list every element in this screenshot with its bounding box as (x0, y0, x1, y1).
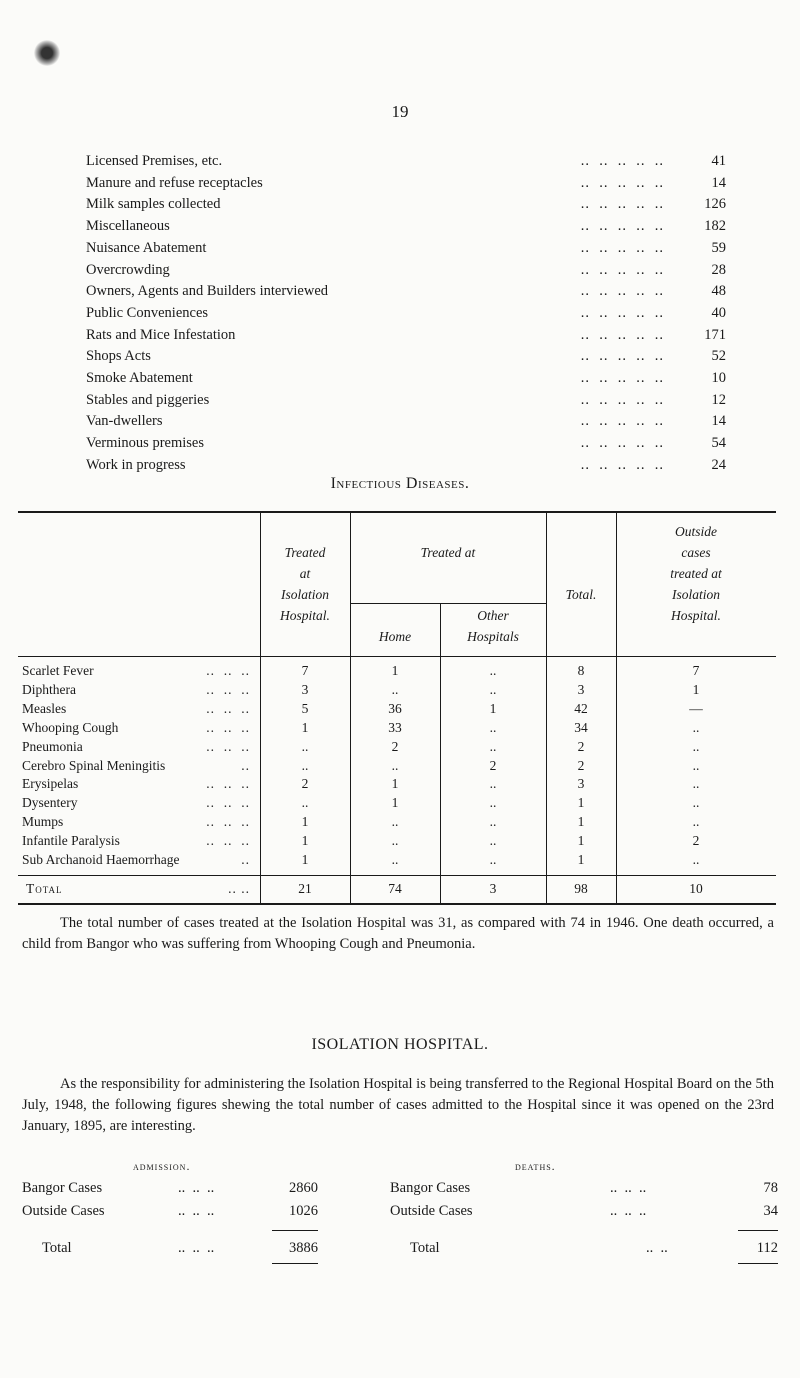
deaths-outside-label: Outside Cases (390, 1203, 473, 1219)
deaths-total-rule (738, 1230, 778, 1231)
cell-isolation: 1 (301, 833, 309, 849)
header-text: Outside (675, 524, 717, 539)
admission-total-rule (272, 1230, 318, 1231)
cell-total: 2 (577, 738, 585, 754)
page-number: 19 (391, 102, 409, 121)
admission-heading: admission. (133, 1159, 191, 1173)
inspection-label: Verminous premises (86, 435, 204, 452)
inspection-value: 48 (711, 283, 726, 300)
leader-dots: .. .. .. .. .. (580, 370, 664, 386)
leader-dots: .. .. (646, 1240, 668, 1256)
header-outside-cases (618, 521, 774, 626)
inspection-label: Miscellaneous (86, 218, 170, 235)
deaths-total-value: 112 (756, 1240, 778, 1256)
cell-other: .. (489, 719, 497, 735)
deaths-heading: deaths. (515, 1159, 556, 1173)
cell-total: 2 (577, 757, 585, 773)
inspection-row (86, 432, 726, 454)
leader-dots: .. .. .. (178, 1240, 215, 1256)
admission-outside-value: 1026 (289, 1203, 318, 1219)
leader-dots: .. .. .. .. .. (580, 304, 664, 321)
disease-name: Mumps (22, 814, 64, 830)
header-text: Other (477, 608, 509, 623)
inspection-label: Nuisance Abatement (86, 239, 207, 256)
deaths-outside-value: 34 (763, 1203, 778, 1219)
inspection-label: Smoke Abatement (86, 370, 193, 386)
table-row (0, 661, 800, 680)
cell-other: .. (489, 833, 497, 849)
header-isolation-hospital (262, 542, 348, 626)
leader-dots: .. .. .. .. .. (580, 174, 664, 191)
disease-name: Sub Archanoid Haemorrhage (22, 852, 180, 867)
total-top-rule (18, 875, 776, 876)
leader-dots: .. .. .. .. .. (580, 391, 664, 408)
table-row (0, 737, 800, 756)
leader-dots: .. .. .. (206, 833, 250, 849)
header-treated-at-group: Treated at (420, 545, 476, 560)
cell-outside: .. (692, 814, 700, 830)
inspection-value: 12 (711, 391, 726, 408)
table-bottom-rule (18, 903, 776, 905)
cell-isolation: 1 (301, 814, 309, 830)
leader-dots: .. .. .. (206, 814, 250, 830)
inspection-value: 24 (711, 456, 726, 473)
leader-dots: .. .. .. .. .. (580, 456, 664, 473)
inspection-row (86, 410, 726, 432)
cell-other: .. (489, 663, 497, 678)
inspection-value: 14 (711, 174, 726, 191)
admission-bangor-value: 2860 (289, 1180, 318, 1196)
cell-isolation: .. (301, 738, 309, 754)
cell-other: .. (489, 795, 497, 811)
cell-other: .. (489, 852, 497, 867)
inspection-row (86, 367, 726, 389)
inspection-row (86, 215, 726, 237)
table-row (0, 699, 800, 718)
cell-home: 33 (388, 719, 402, 735)
inspection-label: Public Conveniences (86, 304, 209, 321)
admission-total-value: 3886 (289, 1240, 318, 1256)
leader-dots: .. .. .. .. .. (580, 435, 664, 452)
disease-name: Whooping Cough (22, 719, 119, 735)
cell-isolation: 3 (301, 681, 309, 697)
header-other-hospitals (442, 605, 544, 647)
cell-outside: .. (692, 719, 700, 735)
inspection-row (86, 454, 726, 476)
header-home: Home (378, 629, 412, 644)
treated-at-group-rule (350, 603, 546, 604)
inspection-label: Stables and piggeries (86, 391, 210, 408)
header-text: Hospitals (467, 629, 519, 644)
disease-name: Dysentery (22, 795, 78, 811)
cell-isolation: 7 (301, 663, 309, 678)
inspection-value: 41 (711, 153, 726, 169)
table-row (0, 831, 800, 850)
header-text: Hospital. (671, 608, 721, 623)
inspection-row (86, 259, 726, 281)
table-row (0, 756, 800, 775)
cell-total: 34 (574, 719, 588, 735)
cell-home: 1 (391, 795, 399, 811)
table-row (0, 718, 800, 737)
inspection-value: 59 (711, 239, 726, 256)
header-text: cases (681, 545, 711, 560)
header-text: Isolation (280, 587, 329, 602)
inspection-label: Owners, Agents and Builders interviewed (86, 283, 329, 300)
cell-other: .. (489, 681, 497, 697)
leader-dots: .. .. .. (206, 663, 250, 678)
cell-other: .. (489, 738, 497, 754)
leader-dots: .. .. .. (206, 681, 250, 697)
inspection-label: Milk samples collected (86, 196, 221, 213)
leader-dots: .. .. .. .. .. (580, 348, 664, 365)
table-row (0, 793, 800, 812)
cell-other: 1 (489, 700, 497, 716)
leader-dots: .. .. .. .. .. (580, 218, 664, 235)
leader-dots: .. .. .. (610, 1203, 647, 1219)
leader-dots: .. .. .. (178, 1203, 215, 1219)
cell-isolation: 1 (301, 719, 309, 735)
inspection-label: Work in progress (86, 456, 186, 473)
cell-other: .. (489, 776, 497, 792)
inspection-row (86, 302, 726, 324)
admission-outside-label: Outside Cases (22, 1203, 105, 1219)
inspection-value: 171 (704, 326, 726, 343)
header-text: treated at (670, 566, 722, 581)
paragraph-isolation-hospital: As the responsibility for administering the Isolation Hospital is being transferred to the Regional Hospital Board on the 5th July, 1948, the following figures shewing the total number of cases admitted to the Hospital since it was opened on the 23rd January, 1895, are interesting. (22, 1076, 774, 1134)
leader-dots: .. .. .. .. .. (580, 326, 664, 343)
cell-outside: .. (692, 757, 700, 773)
cell-outside: 2 (692, 833, 700, 849)
disease-name: Measles (22, 700, 67, 716)
cell-total: 1 (577, 852, 585, 867)
table-row (0, 850, 800, 869)
total-row (0, 879, 800, 898)
cell-total: 1 (577, 814, 585, 830)
inspection-label: Overcrowding (86, 261, 170, 278)
header-text: Isolation (671, 587, 720, 602)
cell-home: 2 (391, 738, 399, 754)
leader-dots: .. .. .. .. .. (580, 153, 664, 169)
inspection-value: 10 (711, 370, 726, 386)
total-isolation: 21 (298, 881, 312, 896)
cell-isolation: 1 (301, 852, 309, 867)
isolation-hospital-title: ISOLATION HOSPITAL. (311, 1036, 489, 1053)
leader-dots: .. .. .. (206, 700, 250, 716)
leader-dots: .. .. .. .. .. (580, 196, 664, 213)
leader-dots: .. .. .. (206, 795, 250, 811)
cell-outside: .. (692, 776, 700, 792)
table-row (0, 680, 800, 699)
inspection-row (86, 150, 726, 172)
inspection-value: 14 (711, 413, 726, 430)
inspection-row (86, 172, 726, 194)
header-total: Total. (565, 587, 597, 602)
page-smudge-mark (34, 40, 60, 66)
table-top-rule (18, 511, 776, 513)
deaths-total-underline (738, 1263, 778, 1264)
cell-total: 3 (577, 776, 585, 792)
deaths-bangor-label: Bangor Cases (390, 1180, 471, 1196)
disease-name: Scarlet Fever (22, 663, 94, 678)
cell-outside: .. (692, 795, 700, 811)
inspection-value: 54 (711, 435, 726, 452)
leader-dots: .. (241, 757, 250, 773)
cell-outside: — (689, 700, 703, 716)
admission-total-label: Total (42, 1240, 72, 1256)
inspection-label: Rats and Mice Infestation (86, 326, 236, 343)
leader-dots: .. .. .. .. .. (580, 239, 664, 256)
cell-outside: 7 (692, 663, 700, 678)
cell-home: 1 (391, 776, 399, 792)
cell-isolation: .. (301, 795, 309, 811)
admission-bangor-label: Bangor Cases (22, 1180, 103, 1196)
cell-outside: 1 (692, 681, 700, 697)
cell-isolation: 2 (301, 776, 309, 792)
inspection-value: 182 (704, 218, 726, 235)
inspection-label: Shops Acts (86, 348, 151, 365)
inspection-value: 40 (711, 304, 726, 321)
leader-dots: .. .. .. (206, 738, 250, 754)
inspection-row (86, 237, 726, 259)
cell-home: .. (391, 814, 399, 830)
table-row (0, 774, 800, 793)
leader-dots: .. (241, 852, 250, 867)
paragraph-total-cases: The total number of cases treated at the Isolation Hospital was 31, as compared with 74 in 1946. One death occurred, a child from Bangor who was suffering from Whooping Cough and Pneumonia. (22, 915, 774, 952)
disease-name: Erysipelas (22, 776, 79, 792)
disease-name: Diphthera (22, 681, 76, 697)
leader-dots: .. .. .. .. .. (580, 413, 664, 430)
inspection-row (86, 193, 726, 215)
admission-total-underline (272, 1263, 318, 1264)
inspection-row (86, 280, 726, 302)
cell-home: 1 (391, 663, 399, 678)
total-outside: 10 (689, 881, 703, 896)
cell-total: 1 (577, 795, 585, 811)
cell-outside: .. (692, 738, 700, 754)
cell-total: 3 (577, 681, 585, 697)
leader-dots: .. .. .. (610, 1180, 647, 1196)
deaths-total-label: Total (410, 1240, 440, 1256)
leader-dots: .. .. .. (206, 776, 250, 792)
inspection-row (86, 324, 726, 346)
deaths-bangor-value: 78 (763, 1180, 778, 1196)
inspection-label: Van-dwellers (86, 413, 163, 430)
total-label: Total (26, 881, 63, 896)
leader-dots: .. .. (228, 881, 250, 896)
cell-home: 36 (388, 700, 402, 716)
leader-dots: .. .. .. (178, 1180, 215, 1196)
infectious-diseases-title: Infectious Diseases. (330, 475, 470, 492)
cell-isolation: 5 (301, 700, 309, 716)
cell-isolation: .. (301, 757, 309, 773)
total-other: 3 (489, 881, 497, 896)
table-row (0, 812, 800, 831)
inspection-row (86, 345, 726, 367)
disease-name: Cerebro Spinal Meningitis (22, 757, 166, 773)
cell-home: .. (391, 852, 399, 867)
cell-total: 1 (577, 833, 585, 849)
disease-name: Infantile Paralysis (22, 833, 120, 849)
inspection-row (86, 389, 726, 411)
cell-home: .. (391, 681, 399, 697)
inspection-label: Manure and refuse receptacles (86, 174, 263, 191)
inspection-value: 28 (711, 261, 726, 278)
disease-name: Pneumonia (22, 738, 83, 754)
inspection-value: 52 (711, 348, 726, 365)
leader-dots: .. .. .. .. .. (580, 283, 664, 300)
cell-total: 42 (574, 700, 588, 716)
leader-dots: .. .. .. (206, 719, 250, 735)
cell-home: .. (391, 757, 399, 773)
leader-dots: .. .. .. .. .. (580, 261, 664, 278)
inspection-value: 126 (704, 196, 726, 213)
cell-total: 8 (577, 663, 585, 678)
inspection-label: Licensed Premises, etc. (86, 153, 223, 169)
header-text: at (299, 566, 311, 581)
cell-home: .. (391, 833, 399, 849)
header-text: Hospital. (280, 608, 330, 623)
cell-outside: .. (692, 852, 700, 867)
total-total: 98 (574, 881, 588, 896)
header-text: Treated (284, 545, 326, 560)
header-bottom-rule (18, 656, 776, 657)
cell-other: .. (489, 814, 497, 830)
total-home: 74 (388, 881, 402, 896)
cell-other: 2 (489, 757, 497, 773)
